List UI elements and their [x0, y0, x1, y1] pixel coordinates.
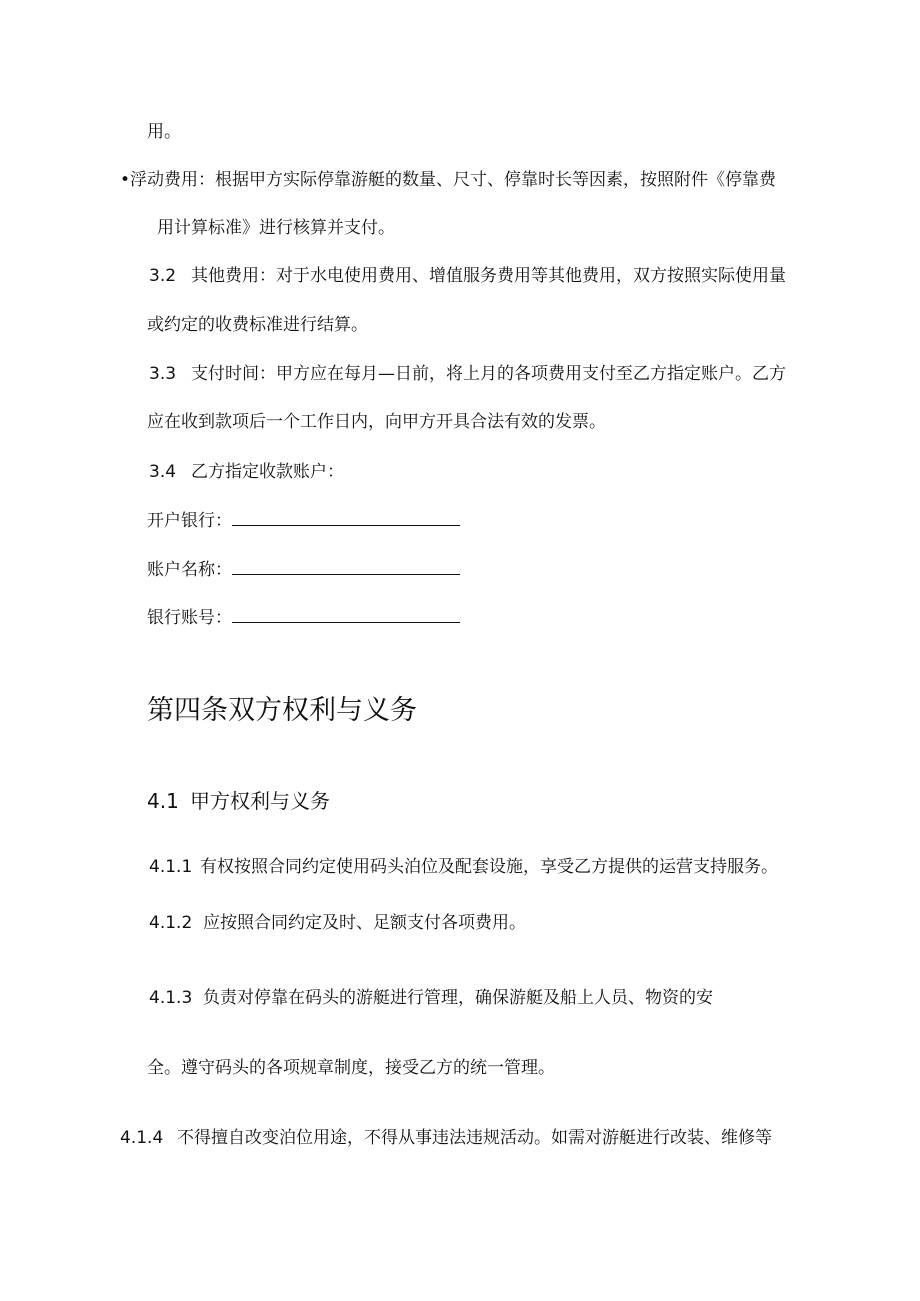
field-label: 银行账号：	[147, 608, 232, 628]
fill-in-blank	[232, 557, 460, 575]
field-account-name	[147, 557, 460, 582]
clause-number: 3.4	[149, 462, 177, 482]
item-number: 4.1.1	[149, 857, 193, 877]
section-title: 甲方权利与义务	[190, 789, 330, 813]
item-number: 4.1.2	[149, 913, 193, 933]
bullet-floating-fee	[120, 168, 776, 192]
item-4-1-1	[149, 855, 778, 879]
clause-3-2	[149, 264, 786, 288]
field-account-number	[147, 605, 460, 630]
item-4-1-3-cont	[147, 1056, 555, 1080]
article-4-title	[147, 694, 417, 728]
item-text: 应按照合同约定及时、足额支付各项费用。	[203, 913, 526, 933]
text: 或约定的收费标准进行结算。	[147, 315, 368, 335]
item-number: 4.1.4	[120, 1128, 164, 1148]
fill-in-blank	[232, 508, 460, 526]
clause-number: 3.2	[149, 266, 177, 286]
item-4-1-2	[149, 911, 526, 935]
clause-text: 其他费用：对于水电使用费用、增值服务费用等其他费用，双方按照实际使用量	[191, 266, 786, 286]
text: 用计算标准》进行核算并支付。	[157, 218, 395, 238]
item-4-1-4	[120, 1126, 772, 1150]
heading-text: 第四条双方权利与义务	[147, 695, 417, 726]
clause-3-3-cont	[147, 410, 606, 434]
field-label: 开户银行：	[147, 511, 232, 531]
item-number: 4.1.3	[149, 988, 193, 1008]
bullet-floating-fee-cont	[157, 216, 395, 240]
clause-text: 支付时间：甲方应在每月—日前，将上月的各项费用支付至乙方指定账户。乙方	[191, 364, 786, 384]
text: 用。	[147, 122, 181, 142]
item-text: 不得擅自改变泊位用途，不得从事违法违规活动。如需对游艇进行改装、维修等	[177, 1128, 772, 1148]
item-text: 全。遵守码头的各项规章制度，接受乙方的统一管理。	[147, 1058, 555, 1078]
clause-3-3	[149, 362, 786, 386]
field-label: 账户名称：	[147, 560, 232, 580]
item-text: 负责对停靠在码头的游艇进行管理，确保游艇及船上人员、物资的安	[203, 988, 713, 1008]
item-text: 有权按照合同约定使用码头泊位及配套设施，享受乙方提供的运营支持服务。	[200, 857, 778, 877]
paragraph-line-continuation	[147, 120, 181, 144]
text: •浮动费用：根据甲方实际停靠游艇的数量、尺寸、停靠时长等因素，按照附件《停靠费	[120, 170, 777, 190]
text: 应在收到款项后一个工作日内，向甲方开具合法有效的发票。	[147, 412, 606, 432]
section-4-1-title	[147, 787, 330, 815]
clause-3-4	[149, 460, 344, 484]
item-4-1-3	[149, 986, 713, 1010]
clause-text: 乙方指定收款账户：	[191, 462, 344, 482]
clause-3-2-cont	[147, 313, 368, 337]
section-number: 4.1	[147, 789, 179, 813]
fill-in-blank	[232, 605, 460, 623]
clause-number: 3.3	[149, 364, 177, 384]
field-bank	[147, 508, 460, 533]
